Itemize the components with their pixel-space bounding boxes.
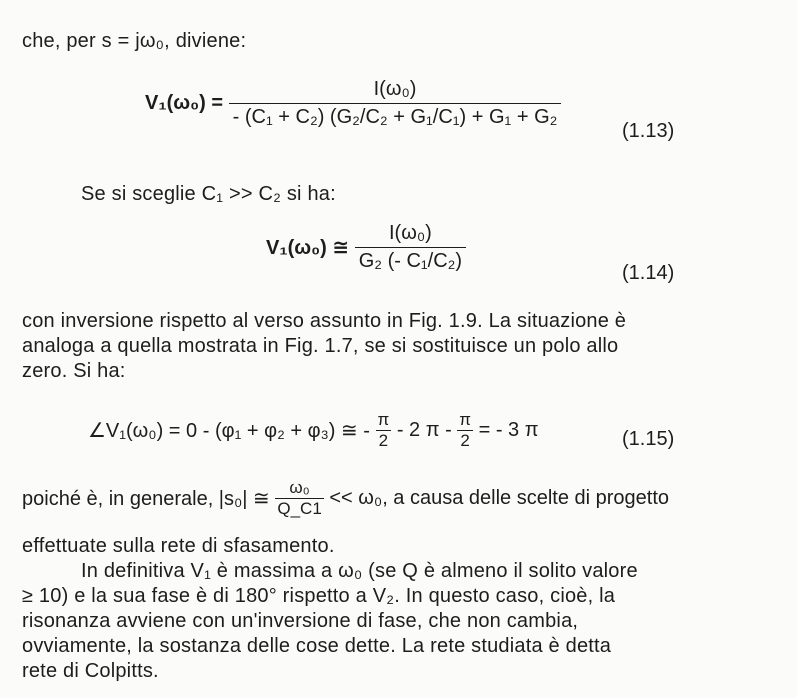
- eq15-part3: = - 3 π: [478, 419, 539, 441]
- equation-1-14: [266, 222, 466, 273]
- para2-line-2: In definitiva V₁ è massima a ω₀ (se Q è almeno il solito valore: [81, 560, 638, 582]
- eq15-pi-half-b: [457, 410, 473, 451]
- choose-line: Se si sceglie C₁ >> C₂ si ha:: [81, 183, 336, 205]
- eq15-part1: ∠V₁(ω₀) = 0 - (φ₁ + φ₂ + φ₃) ≅ -: [88, 420, 370, 442]
- poiche-num: ω₀: [275, 478, 323, 499]
- eq15-pi-half-a: [376, 410, 392, 451]
- eq13-lhs: V₁(ω₀) =: [145, 92, 224, 114]
- para2-line-5: ovviamente, la sostanza delle cose dette. La rete studiata è detta: [22, 635, 612, 657]
- eq14-fraction: [355, 222, 466, 273]
- poiche-post: << ω₀, a causa delle scelte di progetto: [329, 487, 670, 509]
- eq13-numerator: I(ω₀): [229, 78, 562, 104]
- poiche-pre: poiché è, in generale, |s₀| ≅: [22, 488, 270, 510]
- eq15-two-b: 2: [460, 431, 470, 450]
- equation-1-15: [88, 410, 539, 451]
- eq14-lhs: V₁(ω₀) ≅: [266, 237, 350, 259]
- eq15-pi-b: π: [459, 410, 472, 429]
- para2-line-3: ≥ 10) e la sua fase è di 180° rispetto a V₂. In questo caso, cioè, la: [22, 585, 616, 607]
- intro-line: che, per s = jω₀, diviene:: [22, 30, 247, 52]
- para1-line-2: analoga a quella mostrata in Fig. 1.7, se si sostituisce un polo allo: [22, 335, 619, 357]
- para1-line-3: zero. Si ha:: [22, 360, 126, 382]
- eq14-number: (1.14): [622, 262, 675, 284]
- para2-line-6: rete di Colpitts.: [22, 660, 159, 682]
- eq15-number: (1.15): [622, 428, 675, 450]
- eq13-fraction: [229, 78, 562, 129]
- eq14-denominator: G₂ (- C₁/C₂): [358, 250, 463, 272]
- poiche-fraction: [275, 478, 323, 519]
- poiche-line: [22, 478, 669, 519]
- eq13-denominator: - (C₁ + C₂) (G₂/C₂ + G₁/C₁) + G₁ + G₂: [232, 106, 558, 128]
- eq15-two-a: 2: [378, 431, 389, 450]
- para2-line-1: effettuate sulla rete di sfasamento.: [22, 535, 335, 557]
- eq15-part2: - 2 π -: [396, 419, 452, 441]
- para2-line-4: risonanza avviene con un'inversione di fase, che non cambia,: [22, 610, 579, 632]
- eq15-pi-a: π: [377, 410, 390, 429]
- poiche-den: Q_C1: [277, 499, 322, 518]
- equation-1-13: [145, 78, 561, 129]
- para1-line-1: con inversione rispetto al verso assunto in Fig. 1.9. La situazione è: [22, 310, 627, 332]
- eq14-numerator: I(ω₀): [355, 222, 466, 248]
- eq13-number: (1.13): [622, 120, 675, 142]
